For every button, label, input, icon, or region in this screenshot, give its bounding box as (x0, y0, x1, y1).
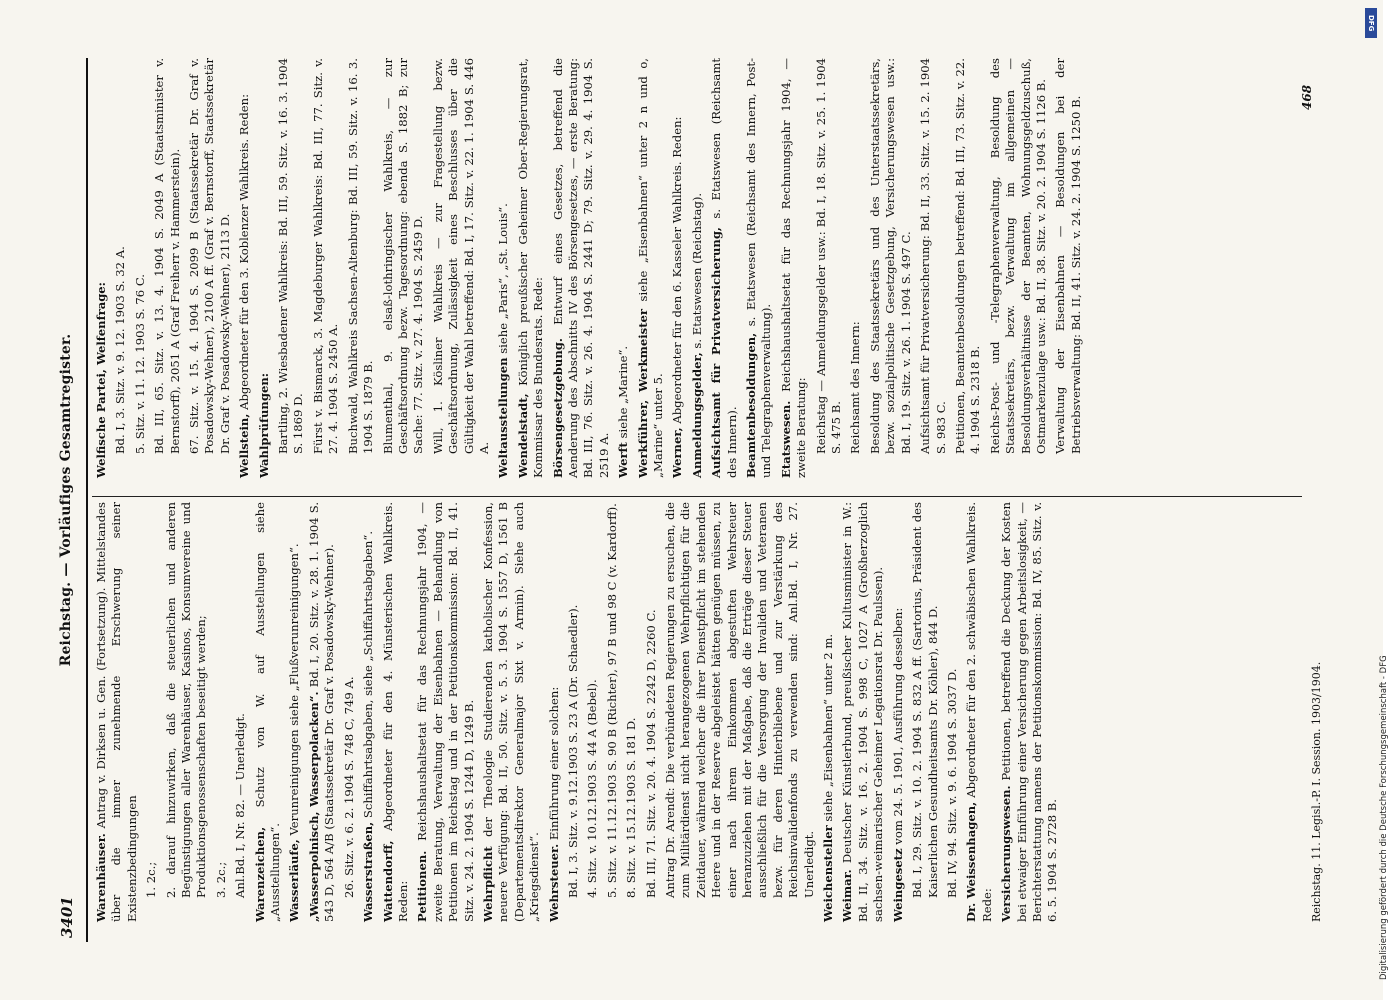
entry-text: Reichstag — Anmeldungsgelder usw.: Bd. I, 18. Sitz. v. 25. 1. 1904 S. 475 B. (813, 58, 844, 454)
register-entry (253, 502, 284, 922)
register-entry (94, 58, 109, 478)
register-entry (999, 502, 1061, 922)
footer-session: Reichstag. 11. Legisl.-P. I. Session. 1903/1904. (1310, 661, 1323, 922)
entry-text: s. Etatswesen (Reichsamt des Innern, Post- und Telegraphenverwaltung). (744, 57, 774, 478)
register-entry (945, 502, 960, 922)
left-column (94, 502, 1065, 922)
register-entry (636, 58, 667, 478)
entry-text: Verunreinigungen siehe „Flußverunreinigungen“. (287, 543, 302, 836)
right-column (94, 58, 1088, 478)
register-entry (663, 502, 817, 922)
entry-text: 26. Sitz. v. 6. 2. 1904 S. 748 C, 749 A. (341, 676, 356, 898)
register-entry (342, 502, 357, 922)
register-entry (585, 502, 600, 922)
dfg-logo: DFG (1365, 8, 1377, 38)
entry-headword: Dr. Weissenhagen, (964, 801, 979, 922)
register-entry (276, 58, 307, 478)
footer-sheet-mark: 468 (1300, 84, 1314, 110)
register-entry (547, 502, 562, 922)
entry-headword: Wasserstraßen, (361, 821, 376, 922)
entry-text: Einführung einer solchen: (546, 686, 561, 841)
register-entry (113, 58, 128, 478)
register-entry (187, 58, 233, 478)
register-entry (233, 502, 248, 922)
entry-text: Fürst v. Bismarck, 3. Magdeburger Wahlkreis: Bd. III, 77. Sitz. v. 27. 4. 1904 S. 2450 A. (310, 58, 341, 454)
entry-text: siehe „Paris“, „St. Louis“. (496, 203, 511, 354)
register-entry (415, 502, 477, 922)
entry-text: Bd. I, 3. Sitz. v. 9. 12. 1903 S. 32 A. (113, 246, 128, 454)
entry-text: Reichshaushaltsetat für das Rechnungsjahr 1904, — zweite Beratung: (778, 58, 809, 478)
page-header-title: Reichstag. — Vorläufiges Gesamtregister. (58, 333, 74, 667)
register-entry (431, 58, 493, 478)
column-divider (92, 496, 1302, 497)
entry-text: vom 24. 5. 1901, Ausführung desselben: (890, 607, 905, 845)
register-entry (868, 58, 914, 478)
entry-subheading: Beamtenbesoldungen, (744, 332, 759, 478)
entry-text: Besoldung des Staatssekretärs und des Unterstaatssekretärs, bezw. sozialpolitische Gesetzgebung, Versicherungswesen usw.: Bd. I, 19. Sitz. v. 26. 1. 1904 S. 497 C. (867, 58, 913, 454)
register-entry (133, 58, 148, 478)
entry-text: 2. darauf hinzuwirken, daß die steuerlichen und anderen Begünstigungen aller Warenhäuser, Kasinos, Konsumvereine und Produktionsgenossenschaften beseitigt werden; (163, 502, 209, 898)
register-entry (381, 58, 427, 478)
entry-text: Reichs-Post- und -Telegraphenverwaltung, Besoldung des Staatssekretärs, bezw. Verwaltung im allgemeinen — Besoldungsverhältnisse der Beamten, Wohnungsgeldzuschuß, Ostmarkenzulage usw.: Bd. II, 38. Sitz. v. 20. 2. 1904 S. 1126 B. (987, 58, 1048, 454)
entry-subheading: Anmeldungsgelder, (689, 352, 704, 478)
entry-text: Petitionen, betreffend die Deckung der Kosten bei etwaiger Einführung einer Versicherung gegen Arbeitslosigkeit, — Berichterstattung namens der Petitionskommission: Bd. IV, 85. Sitz. v. 6. 5. 1904 S. 2728 B. (999, 502, 1060, 922)
entry-headword: Weltausstellungen (496, 357, 511, 478)
entry-text: Reichsamt des Innern: (848, 321, 863, 454)
register-entry (311, 58, 342, 478)
register-entry (953, 58, 984, 478)
entry-subheading: Petitionen. (415, 850, 430, 922)
entry-subheading: Aufsichtsamt für Privatversicherung, (709, 227, 724, 478)
register-entry (690, 58, 705, 478)
entry-text: s. Etatswesen (Reichsamt des Innern). (709, 58, 739, 478)
entry-headword: Wellstein, (237, 413, 252, 478)
entry-text: Deutscher Künstlerbund, preußischer Kultusminister in W.: Bd. II, 34. Sitz. v. 16. 2. 1904 S. 998 C, 1027 A (Großherzoglich sachsen-weimarischer Geheimer Legationsrat Dr. Paulssen). (840, 502, 886, 922)
register-entry (551, 58, 613, 478)
register-entry (670, 58, 685, 478)
entry-text: 1. 2c.; (144, 861, 159, 898)
entry-text: Abgeordneter für den 2. schwäbischen Wahlkreis. Rede: (964, 502, 994, 922)
register-entry (144, 502, 159, 922)
register-entry (346, 58, 377, 478)
register-entry (891, 502, 906, 922)
register-entry (94, 502, 140, 922)
digitization-note: Digitalisierung gefördert durch die Deutsche Forschungsgemeinschaft - DFG (1379, 655, 1389, 980)
page-number: 3401 (58, 896, 76, 938)
register-entry (481, 502, 543, 922)
register-entry (287, 502, 302, 922)
entry-headword: Werft (616, 442, 631, 478)
register-entry (496, 58, 511, 478)
register-entry (381, 502, 412, 922)
register-entry (307, 502, 338, 922)
entry-text: siehe „Marine“. (616, 345, 631, 439)
register-entry (361, 502, 376, 922)
register-entry (779, 58, 810, 478)
entry-text: 67. Sitz. v. 15. 4. 1904 S. 2099 B (Staatssekretär Dr. Graf v. Posadowsky-Wehner), 2100 A ff. (Graf v. Bernstorff, Staatssekretär Dr. Graf v. Posadowsky-Wehner), 2113 D. (187, 58, 232, 454)
entry-text: Bartling, 2. Wiesbadener Wahlkreis: Bd. III, 59. Sitz. v. 16. 3. 1904 S. 1869 D. (276, 58, 306, 454)
register-entry (214, 502, 229, 922)
entry-text: Abgeordneter für den 3. Koblenzer Wahlkreis. Reden: (237, 93, 252, 410)
register-entry (237, 58, 252, 478)
entry-text: Antrag v. Dirksen u. Gen. (Fortsetzung). Mittelstandes über die immer zunehmende Erschwerung seiner Existenzbedingungen (94, 502, 139, 922)
entry-subheading: Etatswesen. (778, 400, 793, 478)
register-entry (257, 58, 272, 478)
register-entry (605, 502, 620, 922)
entry-text: Blumenthal, 9. elsaß-lothringischer Wahlkreis, — zur Geschäftsordnung bezw. Tagesordnung: ebenda S. 1882 B; zur Sache: 77. Sitz. v. 27. 4. 1904 S. 2459 D. (380, 58, 426, 454)
entry-headword: „Wasserpolnisch, Wasserpolacken“. (306, 691, 321, 922)
entry-text: Anl.Bd. I, Nr. 82. — Unerledigt. (233, 713, 248, 898)
entry-text: Abgeordneter für den 6. Kasseler Wahlkreis. Reden: (670, 116, 685, 424)
entry-headword: Warenzeichen, (252, 826, 267, 922)
entry-text: Schiffahrtsabgaben, siehe „Schiffahrtsabgaben“. (361, 530, 376, 819)
entry-headword: Warenhäuser. (94, 833, 108, 922)
entry-headword: Wehrpflicht (480, 846, 495, 922)
register-entry (616, 58, 631, 478)
entry-text: 5. Sitz. v. 11.12.1903 S. 90 B (Richter), 97 B und 98 C (v. Kardorff). (604, 503, 619, 898)
entry-text: siehe „Eisenbahnen“ unter 2 m. (821, 633, 836, 822)
register-entry (164, 502, 210, 922)
entry-text: 3. 2c.; (213, 861, 228, 898)
register-entry (910, 502, 941, 922)
entry-text: Buchwald, Wahlkreis Sachsen-Altenburg: Bd. III, 59. Sitz. v. 16. 3. 1904 S. 1879 B. (345, 58, 376, 454)
register-entry (814, 58, 845, 478)
entry-headword: Wehrsteuer. (546, 843, 561, 922)
entry-text: Reichshaushaltsetat für das Rechnungsjahr 1904, — zweite Beratung, Verwaltung der Eisenbahnen — Behandlung von Petitionen im Reichstag und in der Petitionskommission: Bd. II, 41. Sitz. v. 24. 2. 1904 S. 1244 D, 1249 B. (415, 502, 476, 922)
register-entry (744, 58, 775, 478)
entry-headword: Werkführer, Werkmeister (635, 308, 650, 478)
register-entry (848, 58, 863, 478)
register-entry (624, 502, 639, 922)
register-entry (821, 502, 836, 922)
entry-text: Aufsichtsamt für Privatversicherung: Bd. II, 33. Sitz. v. 15. 2. 1904 S. 983 C. (918, 58, 948, 454)
register-entry (988, 58, 1050, 478)
entry-subheading: Versicherungswesen. (999, 785, 1014, 922)
entry-text: s. Etatswesen (Reichstag). (689, 192, 704, 349)
entry-text: Bd. III, 71. Sitz. v. 20. 4. 1904 S. 2242 D, 2260 C. (643, 609, 658, 898)
entry-text: Königlich preußischer Geheimer Ober-Regierungsrat, Kommissar des Bundesrats. Rede: (515, 58, 546, 478)
entry-text: siehe „Eisenbahnen“ unter 2 n und o, „Marine“ unter 5. (635, 58, 665, 478)
entry-headword: Wasserläufe, (287, 839, 302, 922)
entry-headword: Weingesetz (890, 848, 905, 922)
side-note (1365, 10, 1389, 990)
entry-text: Bd. III, 65. Sitz. v. 13. 4. 1904 S. 2049 A (Staatsminister v. Bernstorff), 2051 A (Graf Freiherr v. Hammerstein). (152, 58, 182, 454)
entry-headword: Wendelstadt, (515, 393, 530, 478)
register-entry (964, 502, 995, 922)
entry-text: Verwaltung der Eisenbahnen — Besoldungen bei der Betriebsverwaltung: Bd. II, 41. Sitz. v. 24. 2. 1904 S. 1250 B. (1053, 58, 1083, 454)
entry-text: Entwurf eines Gesetzes, betreffend die Aenderung des Abschnitts IV des Börsengesetzes, — erste Beratung: Bd. III, 76. Sitz. v. 26. 4. 1904 S. 2441 D; 79. Sitz. v. 29. 4. 1904 S. 2519 A. (550, 58, 611, 478)
register-entry (516, 58, 547, 478)
register-entry (566, 502, 581, 922)
entry-text: Bd. I, 29. Sitz. v. 10. 2. 1904 S. 832 A ff. (Sartorius, Präsident des Kaiserlichen Gesundheitsamts Dr. Köhler), 844 D. (910, 502, 940, 898)
register-entry (709, 58, 740, 478)
entry-text: Bd. I, 20. Sitz. v. 28. 1. 1904 S. 543 D, 564 A/B (Staatssekretär Dr. Graf v. Posadowsky-Wehner). (306, 501, 337, 922)
register-entry (840, 502, 886, 922)
register-entry (1053, 58, 1084, 478)
entry-text: Will, 1. Kösliner Wahlkreis — zur Fragestellung bezw. Geschäftsordnung, Zulässigkeit eines Beschlusses über die Gültigkeit der Wahl betreffend: Bd. I, 17. Sitz. v. 22. 1. 1904 S. 446 A. (430, 58, 491, 454)
entry-headword: Welfische Partei, Welfenfrage: (94, 282, 108, 478)
entry-headword: Werner, (670, 427, 685, 478)
entry-subheading: Börsengesetzgebung. (550, 338, 565, 478)
entry-text: 8. Sitz. v. 15.12.1903 S. 181 D. (624, 717, 639, 898)
entry-text: Bd. I, 3. Sitz. v. 9.12.1903 S. 23 A (Dr. Schaedler). (565, 604, 580, 898)
entry-text: Schutz von W. auf Ausstellungen siehe „Ausstellungen“. (252, 502, 283, 922)
entry-text: 5. Sitz. v. 11. 12. 1903 S. 76 C. (132, 274, 147, 454)
register-entry (152, 58, 183, 478)
entry-subheading: Wahlprüfungen: (256, 372, 271, 478)
register-entry (918, 58, 949, 478)
entry-text: Bd. IV, 94. Sitz. v. 9. 6. 1904 S. 3037 D. (944, 668, 959, 898)
entry-text: der Theologie Studierenden katholischer Konfession, neuere Verfügung: Bd. II, 50. Sitz. v. 5. 3. 1904 S. 1557 D, 1561 B (Departementsdirektor Generalmajor Sixt v. Armin). Siehe auch „Kriegsdienst“. (480, 502, 542, 922)
header-rule (86, 58, 88, 942)
entry-headword: Weichensteller (821, 825, 836, 922)
register-entry (644, 502, 659, 922)
entry-headword: Wattendorff, (380, 840, 395, 922)
entry-text: Antrag Dr. Arendt: Die verbündeten Regierungen zu ersuchen, die zum Militärdienst nicht herangezogenen Wehrpflichtigen für die Zeitdauer, während welcher die ihrer Dienstpflicht im stehenden Heere und in der Reserve abgeleistet hätten genügen müssen, zu einer nach ihrem Einkommen abgestuften Wehrsteuer heranzuziehen mit der Maßgabe, daß die Erträge dieser Steuer ausschließlich für die Versorgung der Invaliden und Veteranen bezw. für deren Hinterbliebene und zur Verstärkung des Reichsinvalidenfonds zu verwenden sind: Anl.Bd. I, Nr. 27. Unerledigt. (663, 502, 816, 898)
entry-text: 4. Sitz. v. 10.12.1903 S. 44 A (Bebel). (585, 679, 600, 898)
entry-text: Petitionen, Beamtenbesoldungen betreffend: Bd. III, 73. Sitz. v. 22. 4. 1904 S. 2318 B. (952, 58, 983, 454)
entry-text: Abgeordneter für den 4. Münsterischen Wahlkreis. Reden: (380, 501, 410, 922)
entry-headword: Weimar. (840, 869, 855, 922)
